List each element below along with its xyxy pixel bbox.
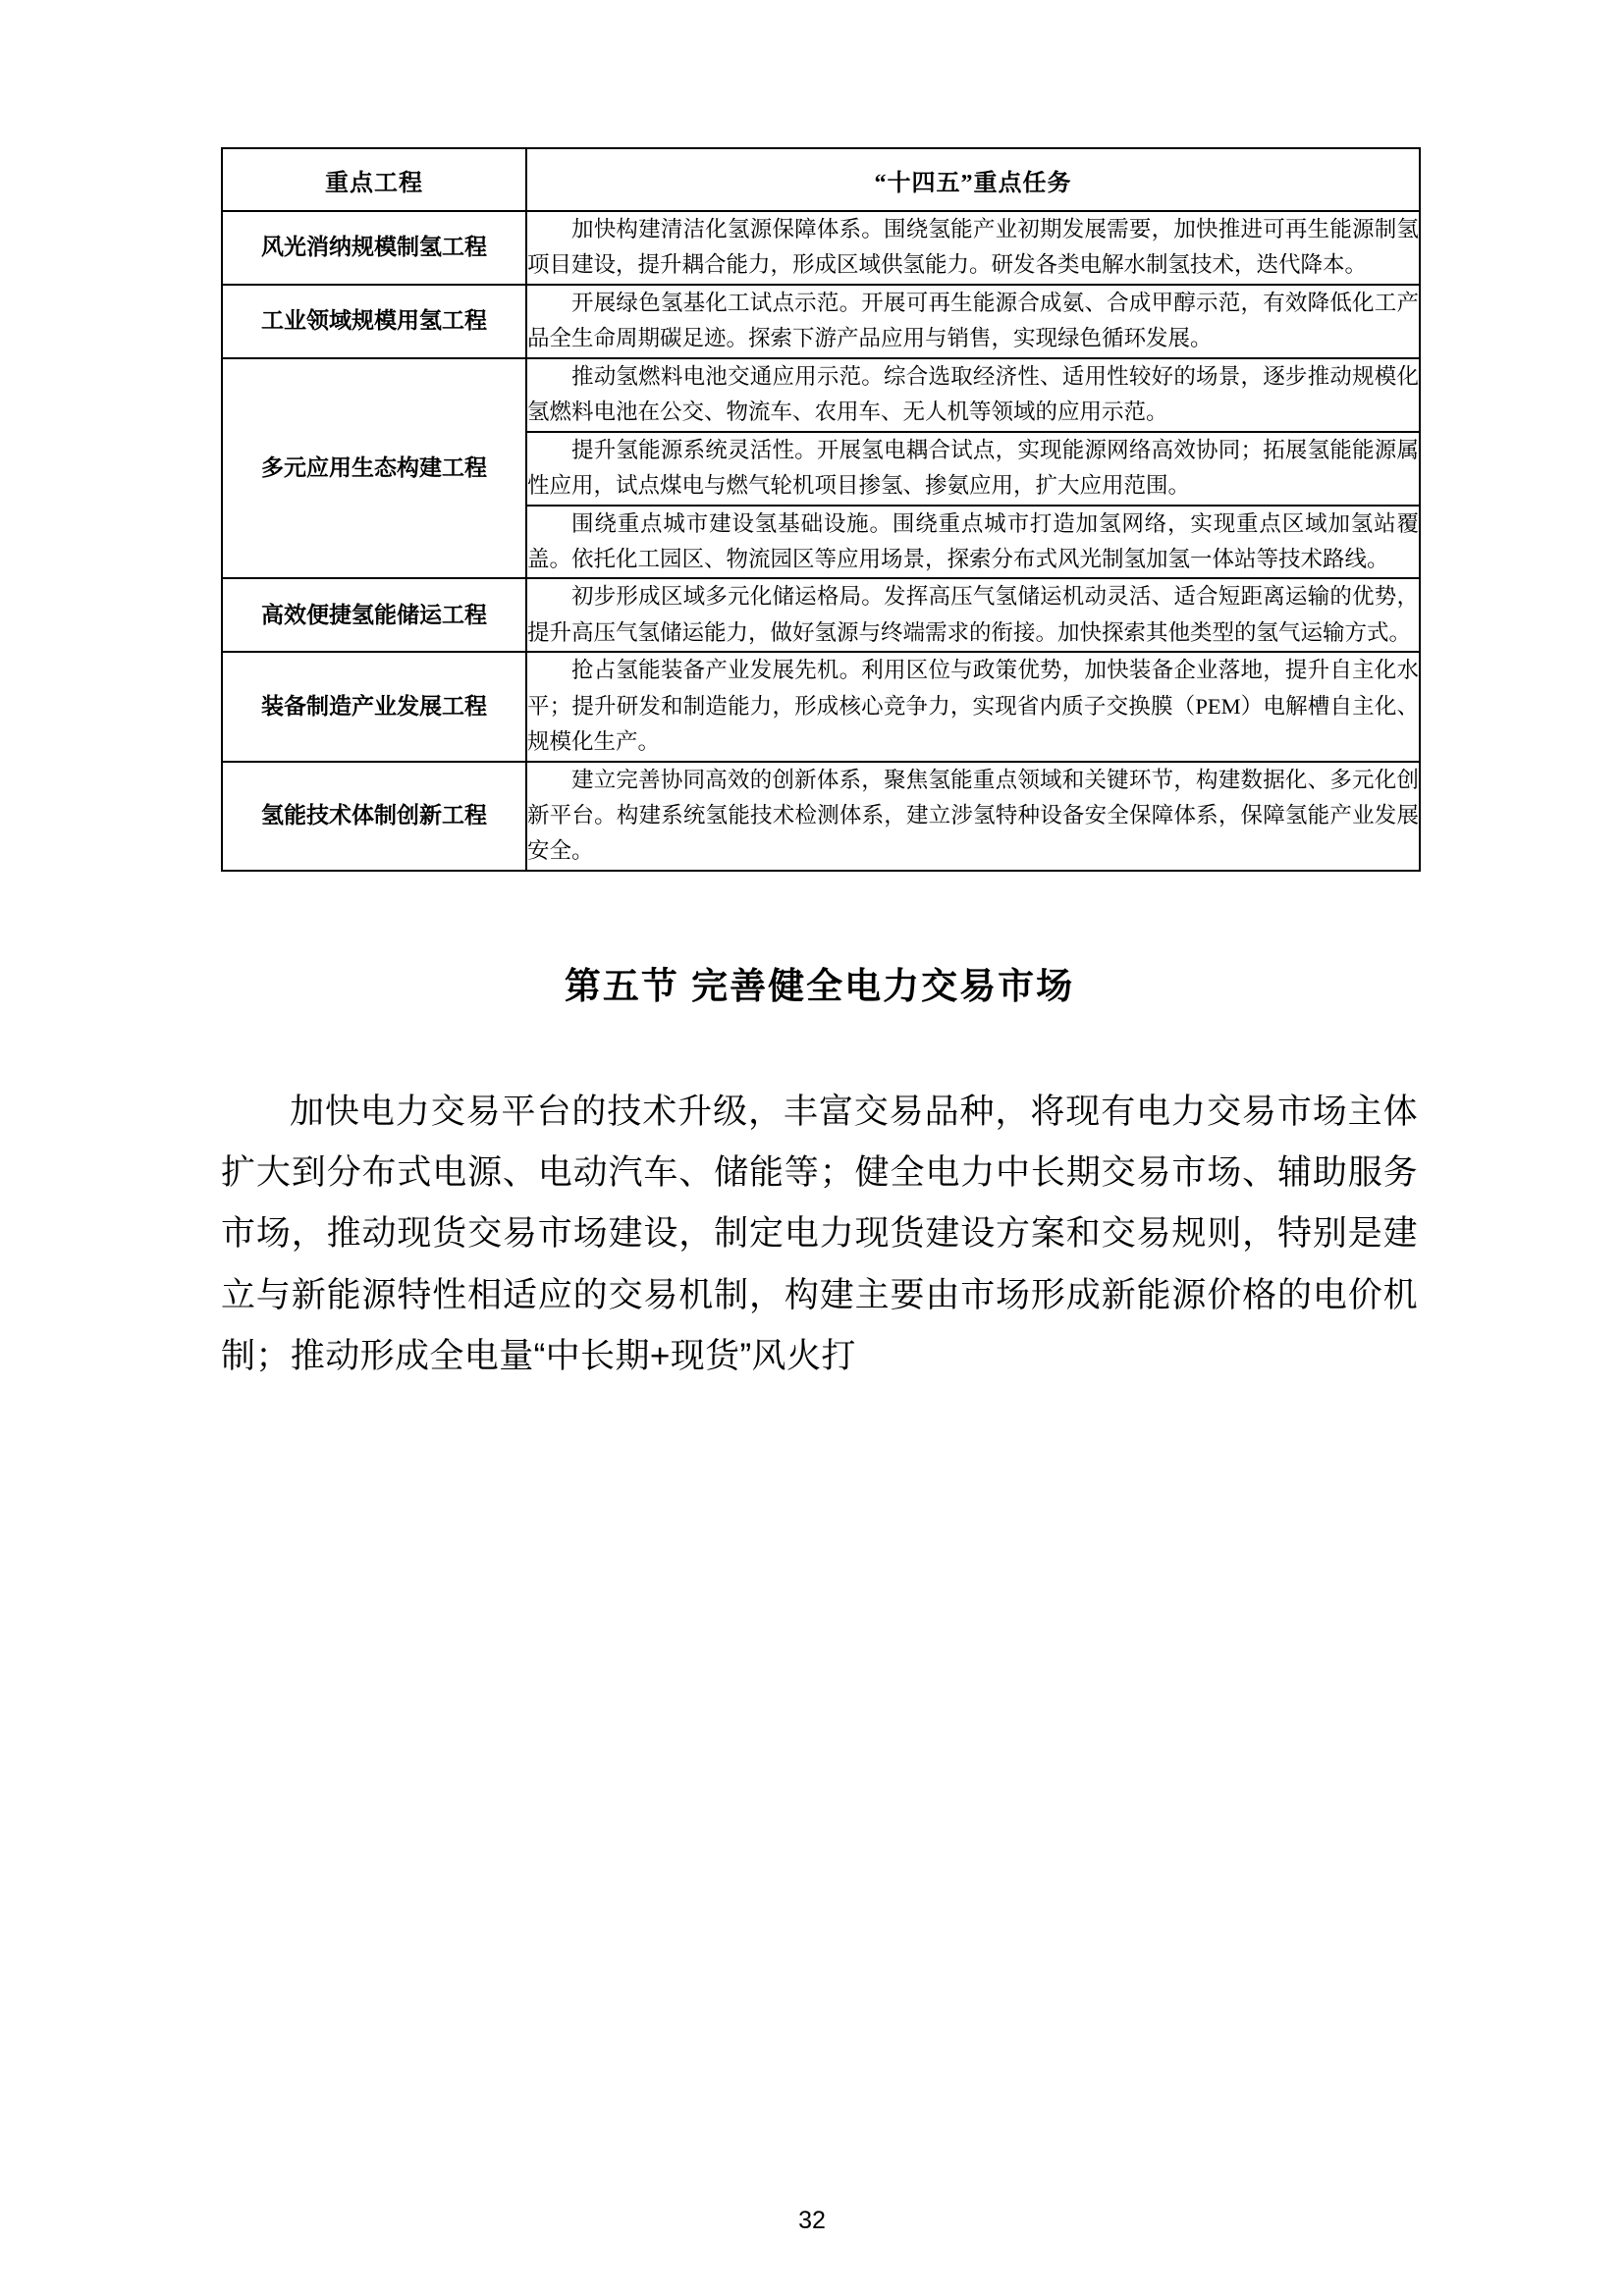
task-paragraph: 推动氢燃料电池交通应用示范。综合选取经济性、适用性较好的场景，逐步推动规模化氢燃料电池在公交、物流车、农用车、无人机等领域的应用示范。 xyxy=(527,363,1419,425)
task-cell xyxy=(526,285,1420,358)
task-cell xyxy=(526,652,1420,761)
project-name: 工业领域规模用氢工程 xyxy=(222,285,526,358)
table-row xyxy=(222,285,1420,358)
task-paragraph: 建立完善协同高效的创新体系，聚焦氢能重点领域和关键环节，构建数据化、多元化创新平台。构建系统氢能技术检测体系，建立涉氢特种设备安全保障体系，保障氢能产业发展安全。 xyxy=(527,767,1419,864)
task-cell xyxy=(526,358,1420,432)
task-cell xyxy=(526,432,1420,506)
table-row xyxy=(222,358,1420,432)
task-paragraph: 提升氢能源系统灵活性。开展氢电耦合试点，实现能源网络高效协同；拓展氢能能源属性应用，试点煤电与燃气轮机项目掺氢、掺氨应用，扩大应用范围。 xyxy=(527,437,1419,499)
task-cell xyxy=(526,211,1420,285)
page-number: 32 xyxy=(798,2207,826,2234)
section-heading: 第五节 完善健全电力交易市场 xyxy=(564,965,1075,1006)
key-projects-table xyxy=(221,147,1421,872)
task-cell xyxy=(526,506,1420,579)
project-name: 多元应用生态构建工程 xyxy=(222,358,526,579)
table-row xyxy=(222,578,1420,652)
project-name: 氢能技术体制创新工程 xyxy=(222,762,526,871)
section-paragraph: 加快电力交易平台的技术升级，丰富交易品种，将现有电力交易市场主体扩大到分布式电源、电动汽车、储能等；健全电力中长期交易市场、辅助服务市场，推动现货交易市场建设，制定电力现货建设方案和交易规则，特别是建立与新能源特性相适应的交易机制，构建主要由市场形成新能源价格的电价机制；推动形成全电量“中长期+现货”风火打 xyxy=(221,1092,1418,1376)
task-paragraph: 抢占氢能装备产业发展先机。利用区位与政策优势，加快装备企业落地，提升自主化水平；提升研发和制造能力，形成核心竞争力，实现省内质子交换膜（PEM）电解槽自主化、规模化生产。 xyxy=(527,658,1419,755)
table-header-row xyxy=(222,148,1420,211)
table-row xyxy=(222,762,1420,871)
project-name: 风光消纳规模制氢工程 xyxy=(222,211,526,285)
project-name: 装备制造产业发展工程 xyxy=(222,652,526,761)
table-row xyxy=(222,211,1420,285)
task-paragraph: 初步形成区域多元化储运格局。发挥高压气氢储运机动灵活、适合短距离运输的优势，提升高压气氢储运能力，做好氢源与终端需求的衔接。加快探索其他类型的氢气运输方式。 xyxy=(527,584,1419,645)
project-name: 高效便捷氢能储运工程 xyxy=(222,578,526,652)
column-header-project: 重点工程 xyxy=(222,148,526,211)
task-cell xyxy=(526,762,1420,871)
table-row xyxy=(222,652,1420,761)
task-paragraph: 围绕重点城市建设氢基础设施。围绕重点城市打造加氢网络，实现重点区域加氢站覆盖。依托化工园区、物流园区等应用场景，探索分布式风光制氢加氢一体站等技术路线。 xyxy=(527,510,1419,571)
task-cell xyxy=(526,578,1420,652)
column-header-task: “十四五”重点任务 xyxy=(526,148,1420,211)
task-paragraph: 开展绿色氢基化工试点示范。开展可再生能源合成氨、合成甲醇示范，有效降低化工产品全生命周期碳足迹。探索下游产品应用与销售，实现绿色循环发展。 xyxy=(527,290,1419,351)
task-paragraph: 加快构建清洁化氢源保障体系。围绕氢能产业初期发展需要，加快推进可再生能源制氢项目建设，提升耦合能力，形成区域供氢能力。研发各类电解水制氢技术，迭代降本。 xyxy=(527,217,1419,278)
